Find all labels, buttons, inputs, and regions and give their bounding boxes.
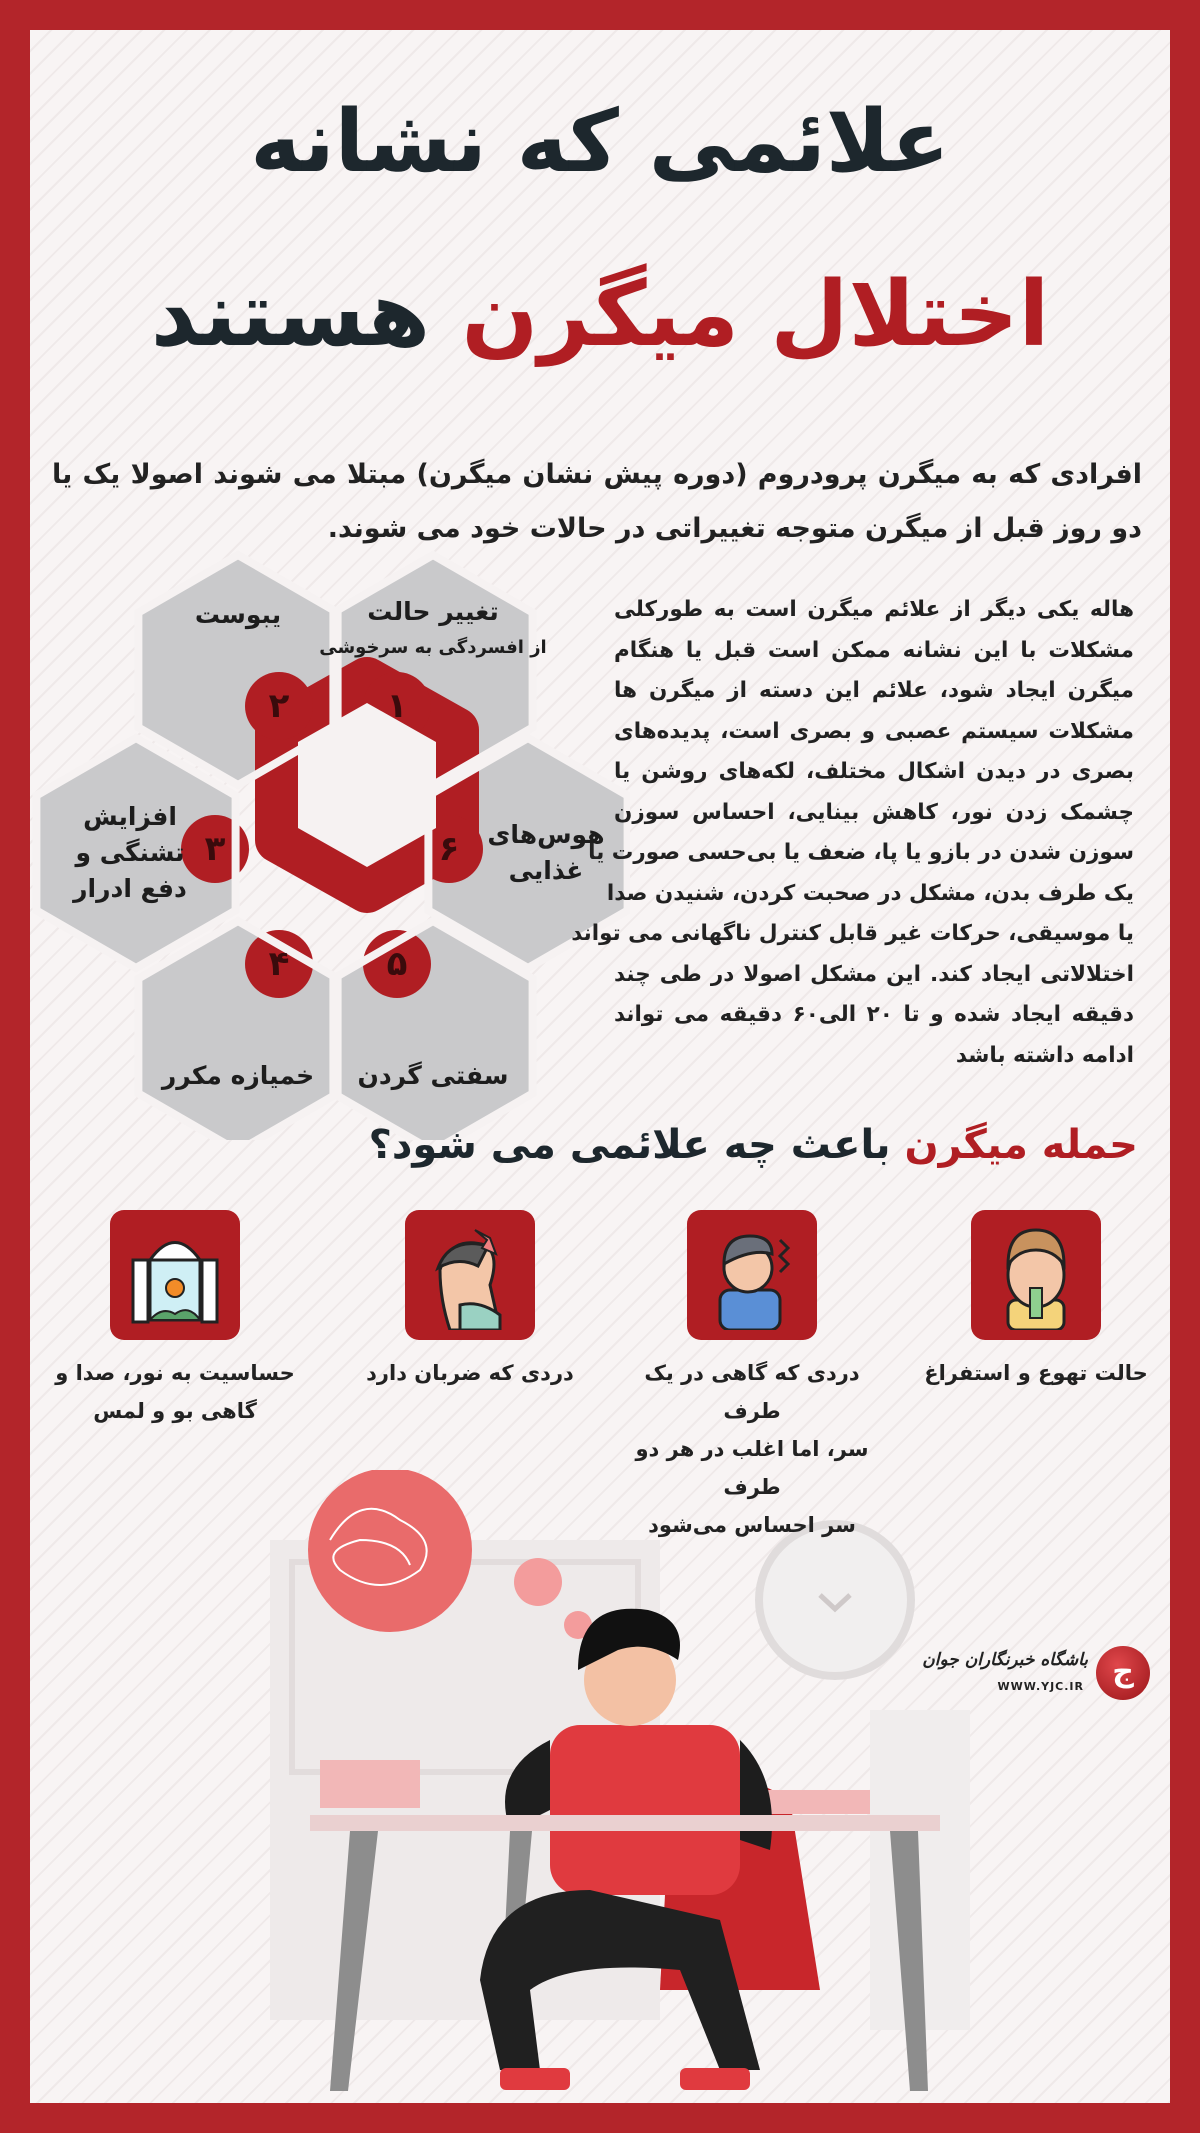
paragraph-line: دقیقه ایجاد شده و تا ۲۰ الی۶۰ دقیقه می تواند <box>614 1002 1135 1027</box>
hexagon-label-line: دفع ادرار <box>73 874 187 903</box>
symptom-caption-line: سر، اما اغلب در هر دو طرف <box>635 1437 869 1499</box>
paragraph-line: هاله یکی دیگر از علائم میگرن است به طورکلی <box>614 597 1134 622</box>
hexagon-label-line: غذایی <box>508 856 584 885</box>
paragraph-line: میگرن ایجاد شود، علائم این دسته از میگرن ها <box>614 678 1134 703</box>
section-heading-dark: باعث چه علائمی می شود؟ <box>368 1122 891 1168</box>
hexagon-label <box>195 597 281 633</box>
symptom-caption <box>340 1354 600 1392</box>
title-dark-part: هستند <box>150 262 431 367</box>
paragraph-line: اختلالاتی ایجاد کند. این مشکل اصولا در طی چند <box>614 961 1134 987</box>
sunlit-window-icon <box>110 1210 240 1340</box>
paragraph-line: مشکلات با این نشانه ممکن است قبل یا هنگام <box>614 637 1134 663</box>
throbbing-head-icon <box>405 1210 535 1340</box>
logo-name: باشگاه خبرنگاران جوان <box>922 1650 1088 1670</box>
intro-paragraph: افرادی که به میگرن پرودروم (دوره پیش نشان میگرن) مبتلا می شوند اصولا یک یا دو روز قبل از میگرن متوجه تغییراتی در حالات خود می شوند. <box>52 459 1142 544</box>
hexagon-label-line: هوس‌های <box>487 820 605 849</box>
hexagon-label <box>487 817 604 889</box>
hexagon-number: ۱ <box>386 686 408 726</box>
paragraph-line: مشکلات سیستم عصبی و بصری است، پدیده‌های <box>614 718 1134 744</box>
symptom-caption-line: سر احساس می‌شود <box>648 1513 856 1537</box>
logo-url: WWW.YJC.IR <box>997 1680 1084 1693</box>
title-line-1: علائمی که نشانه <box>250 92 950 192</box>
hexagon-label <box>319 594 546 666</box>
vomiting-person-icon <box>971 1210 1101 1340</box>
symptom-card <box>906 1210 1166 1392</box>
hexagon-number: ۵ <box>386 944 408 984</box>
yjc-logo <box>910 1642 1150 1712</box>
title-line-2 <box>30 262 1170 367</box>
clock-icon <box>759 1524 911 1676</box>
symptom-caption-line: حساسیت به نور، صدا و <box>55 1361 295 1385</box>
symptom-caption-line: دردی که ضربان دارد <box>366 1361 574 1385</box>
hexagon-number: ۳ <box>204 829 226 869</box>
one-sided-headache-icon <box>687 1210 817 1340</box>
paragraph-line: بصری در دیدن اشکال مختلف، لکه‌های روشن یا <box>614 759 1134 784</box>
desk-top <box>310 1815 940 1831</box>
paragraph-line: یا موسیقی، حرکات غیر قابل کنترل ناگهانی می تواند <box>571 921 1134 946</box>
thought-bubble <box>308 1470 472 1632</box>
hexagon-label-main: سفتی گردن <box>357 1061 509 1090</box>
hexagon-number: ۴ <box>268 944 290 984</box>
symptom-caption-line: حالت تهوع و استفراغ <box>924 1361 1148 1385</box>
stressed-person-illustration <box>30 1470 1170 2103</box>
symptom-caption-line: گاهی بو و لمس <box>93 1399 257 1423</box>
hexagon-label-main: تغییر حالت <box>367 597 499 626</box>
section-heading-red: حمله میگرن <box>904 1122 1138 1168</box>
infographic <box>30 30 1170 2103</box>
symptom-caption-line: دردی که گاهی در یک طرف <box>644 1361 860 1423</box>
hexagon-number: ۲ <box>268 686 290 726</box>
hexagon-label-main: یبوست <box>194 600 282 629</box>
hexagon-sublabel: از افسردگی به سرخوشی <box>319 637 547 658</box>
symptom-card <box>622 1210 882 1544</box>
paragraph-line: سوزن شدن در بازو یا پا، ضعف یا بی‌حسی صورت یا <box>588 840 1134 865</box>
hexagon-label-line: تشنگی و <box>75 838 185 867</box>
symptom-caption <box>906 1354 1166 1392</box>
symptom-card <box>340 1210 600 1392</box>
hexagon-number: ۶ <box>438 829 460 869</box>
symptom-caption <box>45 1354 305 1430</box>
section-heading <box>369 1122 1138 1168</box>
hexagon-label-line: افزایش <box>83 802 177 831</box>
hexagon-label-main: خمیازه مکرر <box>161 1061 315 1090</box>
title-red-part: اختلال میگرن <box>461 262 1050 367</box>
hexagon-label <box>162 1058 314 1094</box>
paper-stack <box>320 1760 420 1808</box>
paragraph-line: ادامه داشته باشد <box>955 1042 1134 1068</box>
hexagon-label <box>73 799 187 907</box>
hexagon-label <box>357 1058 508 1094</box>
aura-paragraph <box>571 590 1135 1076</box>
symptom-card <box>45 1210 305 1430</box>
paragraph-line: یک طرف بدن، مشکل در صحبت کردن، شنیدن صدا <box>606 880 1134 906</box>
logo-mark: ج <box>1096 1646 1150 1700</box>
paragraph-line: چشمک زدن نور، کاهش بینایی، احساس سوزن <box>614 799 1134 825</box>
symptom-caption <box>622 1354 882 1544</box>
person-shirt <box>550 1725 740 1895</box>
